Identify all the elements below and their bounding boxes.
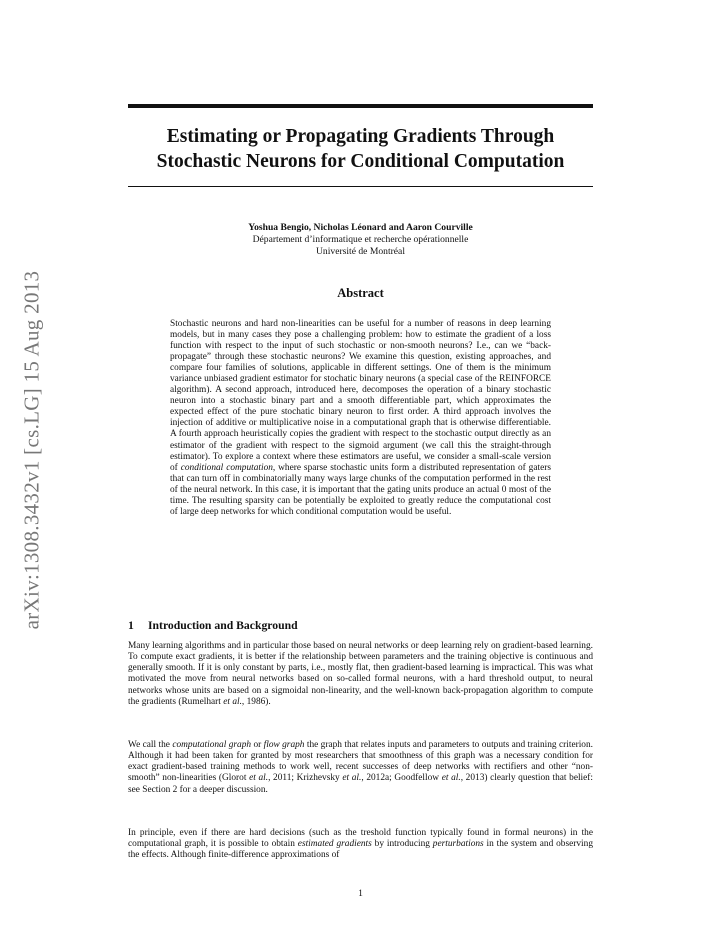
p3-text-c: in the system and observing the effects. Although finite-difference approximations of — [128, 839, 593, 861]
p3-italic-2: perturbations — [432, 839, 484, 850]
arxiv-identifier: arXiv:1308.3432v1 [cs.LG] 15 Aug 2013 — [19, 270, 44, 630]
p2-italic-1: computational graph — [172, 740, 252, 750]
p1-end: , 1986). — [241, 696, 271, 707]
p2-text-f: , 2013) clearly question that belief: see Section 2 for a deeper discussion. — [128, 773, 594, 795]
title-bottom-rule — [128, 186, 593, 187]
abstract-heading: Abstract — [337, 286, 384, 300]
p3-text-b: by introducing — [371, 839, 433, 850]
affiliation-university: Université de Montréal — [316, 246, 405, 257]
affiliation-department: Département d’informatique et recherche opérationnelle — [252, 234, 469, 245]
p2-italic-2: flow graph — [263, 740, 305, 750]
p2-text-d: , 2011; Krizhevsky — [268, 773, 343, 784]
intro-paragraph-2 — [128, 740, 593, 796]
author-names: Yoshua Bengio, Nicholas Léonard and Aaron Courville — [248, 222, 473, 233]
p2-text-b: or — [251, 740, 264, 750]
abstract-text-2: , where sparse stochastic units form a distributed representation of gaters that can turn off in combinatorially many ways large chunks of the computation performed in the rest of the neural network. In this case, it is important that the gating units produce an actual 0 most of the time. The resulting sparsity can be potentially be exploited to greatly reduce the computational cost of large deep networks for which conditional computation would be useful. — [170, 462, 551, 517]
paper-title-line-1: Estimating or Propagating Gradients Through — [166, 126, 555, 147]
p2-text-e: , 2012a; Goodfellow — [361, 773, 442, 784]
p2-etal-1: et al. — [249, 773, 269, 784]
title-top-rule — [128, 104, 593, 108]
p3-italic-1: estimated gradients — [297, 839, 372, 850]
p2-text-c: the graph that relates inputs and parameters to outputs and training criterion. Although it had been taken for granted by most researchers that smoothness of this graph was a necessary condition for exact gradient-based training methods to work well, recent successes of deep networks with rectifiers and other “non-smooth” non-linearities (Glorot — [128, 740, 593, 784]
section-title: Introduction and Background — [148, 619, 298, 632]
p1-etal: et al. — [223, 696, 242, 707]
abstract-italic-term: conditional computation — [180, 462, 273, 473]
abstract-body — [170, 319, 551, 518]
intro-paragraph-3 — [128, 828, 593, 861]
p3-text-a: In principle, even if there are hard decisions (such as the treshold function typically found in formal neurons) in the computational graph, it is possible to obtain — [128, 828, 593, 850]
intro-paragraph-1 — [128, 641, 593, 708]
p2-text-a: We call the — [128, 740, 173, 750]
p2-etal-3: et al. — [441, 773, 461, 784]
p1-text: Many learning algorithms and in particular those based on neural networks or deep learning rely on gradient-based learning. To compute exact gradients, it is better if the relationship between parameters and the training objective is continuous and generally smooth. If it is only constant by parts, i.e., mostly flat, then gradient-based learning is impractical. This was what motivated the move from neural networks based on so-called formal neurons, with a hard threshold output, to neural networks whose units are based on a sigmoidal non-linearity, and the well-known back-propagation algorithm to compute the gradients (Rumelhart — [128, 641, 593, 707]
author-block — [128, 222, 593, 258]
paper-title — [128, 124, 593, 174]
section-heading — [128, 619, 593, 632]
section-number: 1 — [128, 619, 134, 632]
page-number: 1 — [358, 888, 363, 899]
p2-etal-2: et al. — [342, 773, 362, 784]
paper-title-line-2: Stochastic Neurons for Conditional Computation — [156, 151, 565, 172]
abstract-text-1: Stochastic neurons and hard non-linearities can be useful for a number of reasons in deep learning models, but in many cases they pose a challenging problem: how to estimate the gradient of a loss function with respect to the input of such stochastic or non-smooth neurons? I.e., can we “back-propagate” through these stochastic neurons? We examine this question, existing approaches, and compare four families of solutions, applicable in different settings. One of them is the minimum variance unbiased gradient estimator for stochatic binary neurons (a special case of the REINFORCE algorithm). A second approach, introduced here, decomposes the operation of a binary stochastic neuron into a stochastic binary part and a smooth differentiable part, which approximates the expected effect of the pure stochatic binary neuron to first order. A third approach involves the injection of additive or multiplicative noise in a computational graph that is otherwise differentiable. A fourth approach heuristically copies the gradient with respect to the stochastic output directly as an estimator of the gradient with respect to the sigmoid argument (we call this the straight-through estimator). To explore a context where these estimators are useful, we consider a small-scale version of — [170, 319, 551, 473]
